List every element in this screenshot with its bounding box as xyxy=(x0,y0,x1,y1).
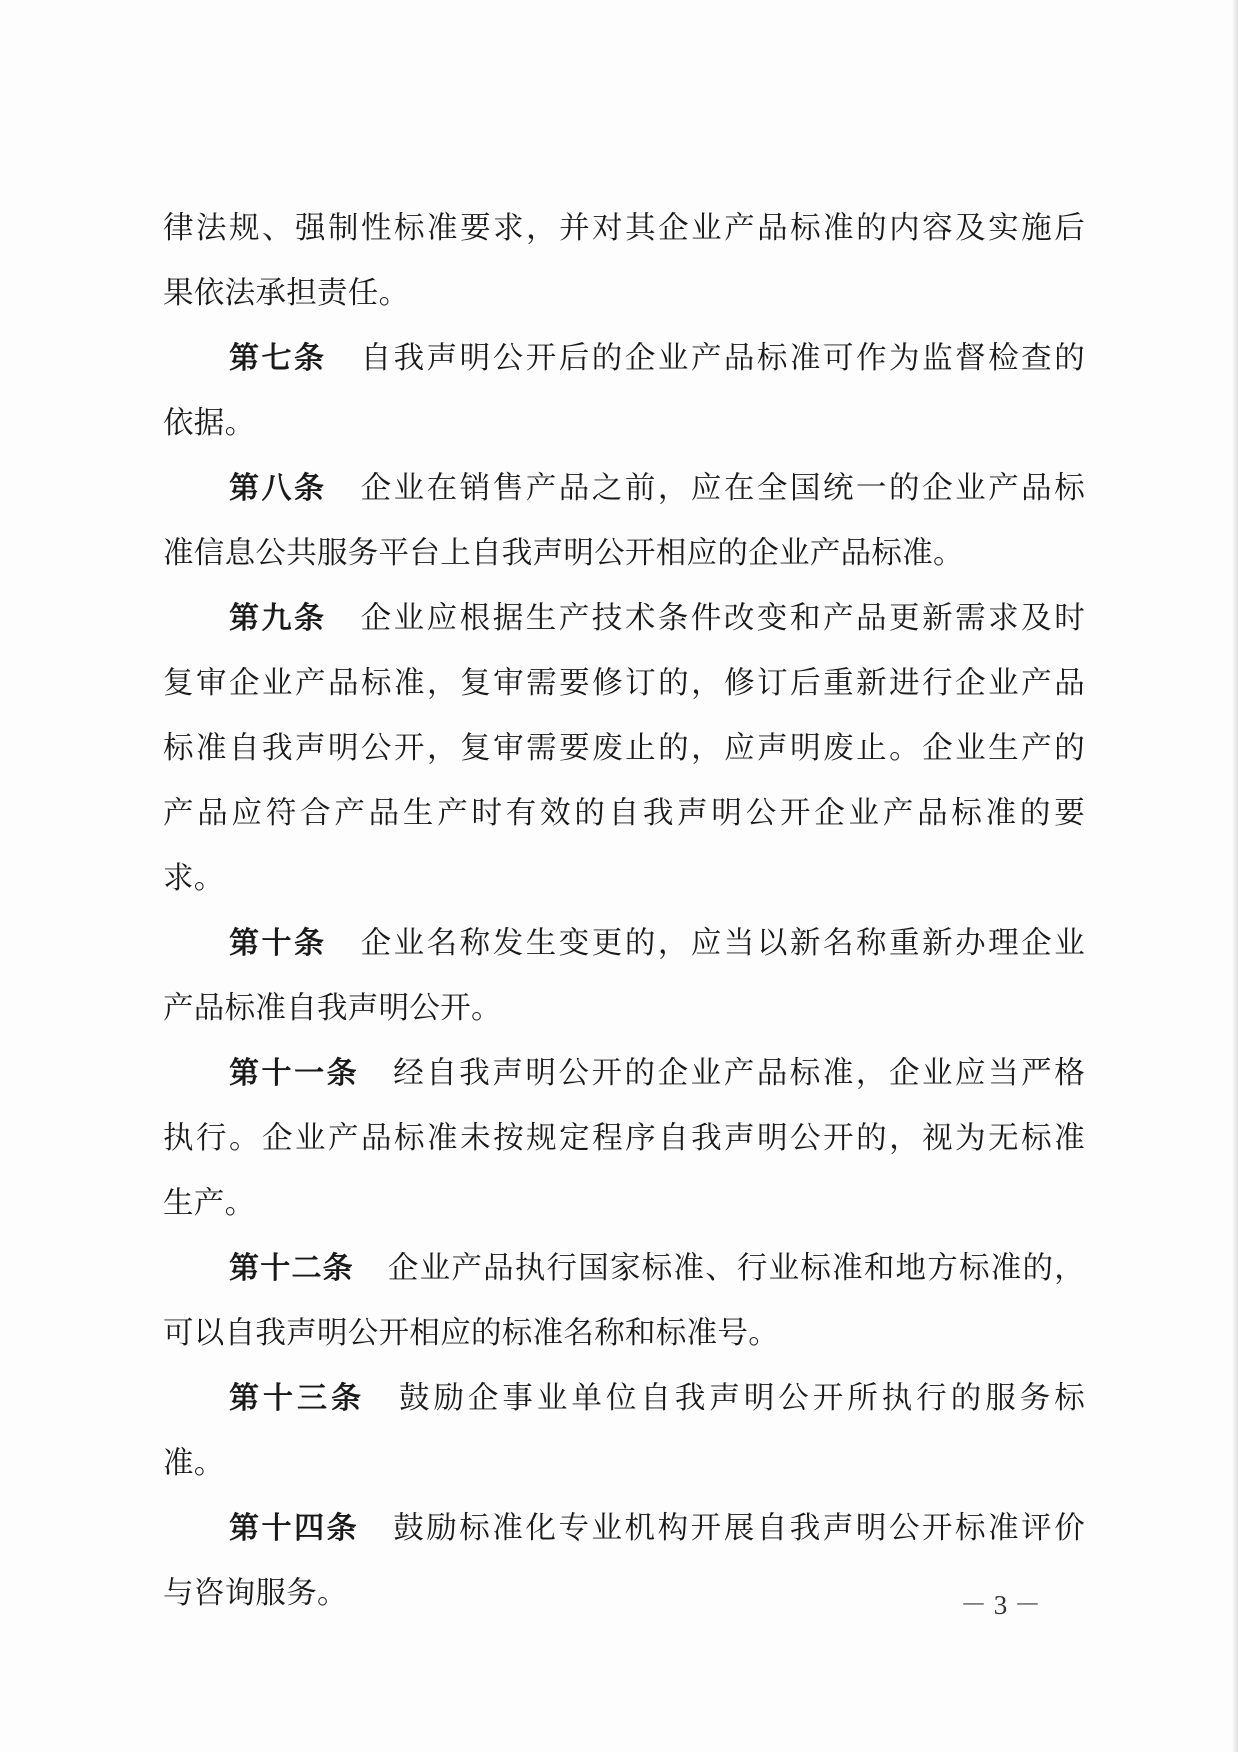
article-first-line xyxy=(163,911,1085,976)
article-number: 第十二条 xyxy=(229,1251,354,1286)
article-first-line xyxy=(163,1041,1085,1106)
text-line: 果依法承担责任。 xyxy=(163,276,410,311)
article-text: 企业名称发生变更的，应当以新名称重新办理企业 xyxy=(360,926,1085,961)
text-line: 律法规、强制性标准要求，并对其企业产品标准的内容及实施后 xyxy=(163,211,1085,246)
text-line: 可以自我声明公开相应的标准名称和标准号。 xyxy=(163,1316,779,1351)
article-number: 第九条 xyxy=(229,601,327,636)
article-first-line xyxy=(163,1366,1085,1431)
article-text: 企业应根据生产技术条件改变和产品更新需求及时 xyxy=(360,601,1085,636)
article-number: 第八条 xyxy=(229,471,327,506)
article-text: 经自我声明公开的企业产品标准，企业应当严格 xyxy=(393,1056,1085,1091)
article-text: 鼓励标准化专业机构开展自我声明公开标准评价 xyxy=(393,1511,1085,1546)
article-text: 鼓励企事业单位自我声明公开所执行的服务标 xyxy=(398,1381,1085,1416)
page-edge-shadow xyxy=(1232,0,1238,1752)
text-line: 执行。企业产品标准未按规定程序自我声明公开的，视为无标准 xyxy=(163,1121,1085,1156)
text-line: 产品应符合产品生产时有效的自我声明公开企业产品标准的要 xyxy=(163,796,1085,831)
text-line: 与咨询服务。 xyxy=(163,1576,348,1611)
text-line: 产品标准自我声明公开。 xyxy=(163,991,502,1026)
page-number: － 3 － xyxy=(960,1590,1041,1620)
text-line: 求。 xyxy=(163,861,225,896)
article-first-line xyxy=(163,586,1085,651)
text-line: 依据。 xyxy=(163,406,256,441)
text-line: 生产。 xyxy=(163,1186,256,1221)
article-first-line xyxy=(163,1496,1085,1561)
article-number: 第十条 xyxy=(229,926,327,961)
text-line: 标准自我声明公开，复审需要废止的，应声明废止。企业生产的 xyxy=(163,731,1085,766)
article-first-line xyxy=(163,326,1085,391)
text-line: 准信息公共服务平台上自我声明公开相应的企业产品标准。 xyxy=(163,536,964,571)
article-number: 第七条 xyxy=(229,341,327,376)
text-line: 复审企业产品标准，复审需要修订的，修订后重新进行企业产品 xyxy=(163,666,1085,701)
article-first-line xyxy=(163,456,1085,521)
article-number: 第十三条 xyxy=(229,1381,365,1416)
body-text xyxy=(163,196,1085,1626)
article-number: 第十四条 xyxy=(229,1511,360,1546)
article-first-line xyxy=(163,1236,1085,1301)
article-text: 企业产品执行国家标准、行业标准和地方标准的， xyxy=(387,1251,1085,1286)
article-text: 自我声明公开后的企业产品标准可作为监督检查的 xyxy=(360,341,1085,376)
text-line: 准。 xyxy=(163,1446,225,1481)
article-text: 企业在销售产品之前，应在全国统一的企业产品标 xyxy=(360,471,1085,506)
article-number: 第十一条 xyxy=(229,1056,360,1091)
